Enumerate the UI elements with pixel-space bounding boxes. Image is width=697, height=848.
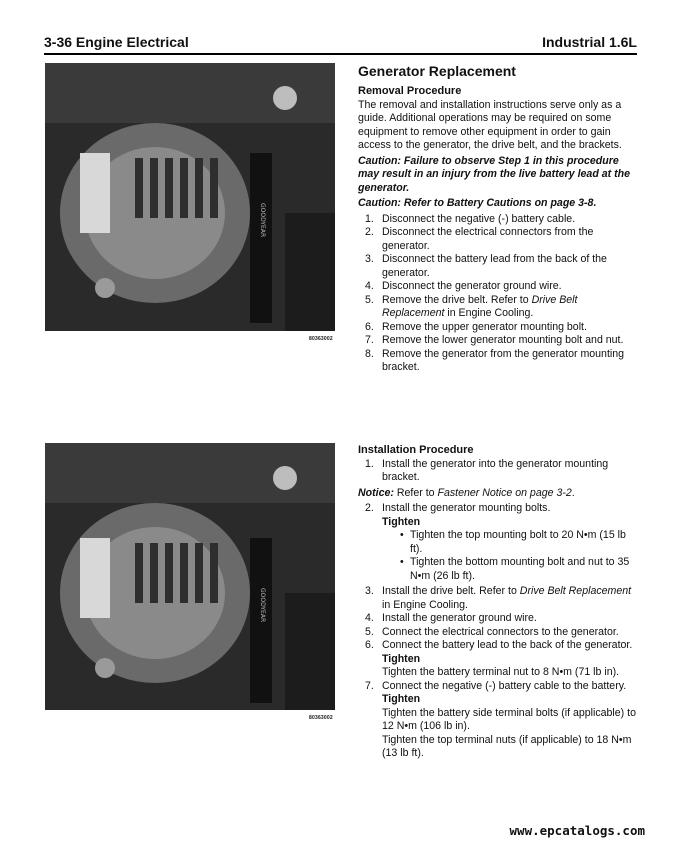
tighten-text: Tighten the battery terminal nut to 8 N•m (71 lb in). xyxy=(382,666,620,678)
tighten-block xyxy=(358,516,641,584)
figure-caption: 80363002 xyxy=(309,336,333,342)
list-item: 5. Connect the electrical connectors to the generator. xyxy=(365,625,619,638)
list-item: 5. Remove the drive belt. Refer to Drive Belt Replacement in Engine Cooling. xyxy=(365,293,578,319)
model-title: Industrial 1.6L xyxy=(542,34,637,50)
list-item: 6. Remove the upper generator mounting bolt. xyxy=(365,320,587,333)
caution-battery: Caution: Refer to Battery Cautions on page 3-8. xyxy=(358,197,597,209)
tighten-block xyxy=(358,653,641,680)
installation-steps xyxy=(358,680,641,694)
list-item: • Tighten the top mounting bolt to 20 N•m (15 lb ft). xyxy=(382,529,641,556)
removal-intro: The removal and installation instructions serve only as a guide. Additional operations may be required on some equipment to remove other equipment in order to gain access to the generator, the drive belt, and the brackets. xyxy=(358,98,622,151)
list-item: 8. Remove the generator from the generator mounting bracket. xyxy=(365,347,625,373)
generator-illustration xyxy=(45,443,335,710)
generator-illustration xyxy=(45,63,335,331)
installation-heading: Installation Procedure xyxy=(358,444,474,456)
list-item: 2. Install the generator mounting bolts. xyxy=(365,502,551,514)
cross-reference: Drive Belt Replacement xyxy=(382,293,578,319)
removal-steps xyxy=(358,213,641,375)
installation-section xyxy=(358,444,641,761)
tighten-text: Tighten the battery side terminal bolts (if applicable) to 12 N•m (106 lb in). xyxy=(382,706,636,732)
list-item: 4. Disconnect the generator ground wire. xyxy=(365,280,562,292)
removal-heading: Removal Procedure xyxy=(358,85,462,97)
removal-section xyxy=(358,62,641,375)
generator-photo-removal xyxy=(45,63,335,331)
list-item: 3. Disconnect the battery lead from the back of the generator. xyxy=(365,253,607,279)
tighten-label: Tighten xyxy=(382,652,421,665)
fastener-notice: Notice: Refer to Fastener Notice on page 3-2. xyxy=(358,486,575,499)
section-title: 3-36 Engine Electrical xyxy=(44,34,189,50)
belt-label: GOODYEAR xyxy=(259,588,266,623)
tighten-block xyxy=(358,693,641,761)
list-item: 4. Install the generator ground wire. xyxy=(365,612,537,624)
footer-watermark: www.epcatalogs.com xyxy=(509,823,645,838)
caution-step1: Caution: Failure to observe Step 1 in this procedure may result in an injury from the live battery lead at the generator. xyxy=(358,154,630,194)
list-item: 6. Connect the battery lead to the back of the generator. xyxy=(365,639,633,651)
list-item: 2. Disconnect the electrical connectors from the generator. xyxy=(365,226,594,252)
list-item: • Tighten the bottom mounting bolt and nut to 35 N•m (26 lb ft). xyxy=(382,556,641,583)
cross-reference: Drive Belt Replacement xyxy=(519,585,632,597)
list-item: 1. Disconnect the negative (-) battery cable. xyxy=(365,212,576,225)
list-item: 1. Install the generator into the generator mounting bracket. xyxy=(365,457,609,483)
installation-steps xyxy=(358,458,641,485)
installation-steps xyxy=(358,502,641,516)
list-item: 7. Remove the lower generator mounting bolt and nut. xyxy=(365,334,624,346)
tighten-label: Tighten xyxy=(382,693,421,705)
list-item: 7. Connect the negative (-) battery cable to the battery. xyxy=(365,679,627,692)
belt-label: GOODYEAR xyxy=(259,203,266,238)
tighten-label: Tighten xyxy=(382,515,421,528)
generator-photo-installation xyxy=(45,443,335,710)
header-rule xyxy=(44,53,637,55)
page-title: Generator Replacement xyxy=(358,63,516,79)
tighten-text: Tighten the top terminal nuts (if applicable) to 18 N•m (13 lb ft). xyxy=(382,733,632,759)
list-item: 3. Install the drive belt. Refer to Drive Belt Replacement in Engine Cooling. xyxy=(365,585,632,611)
page-header xyxy=(44,34,637,54)
figure-caption: 80363002 xyxy=(309,715,333,721)
installation-steps xyxy=(358,585,641,653)
